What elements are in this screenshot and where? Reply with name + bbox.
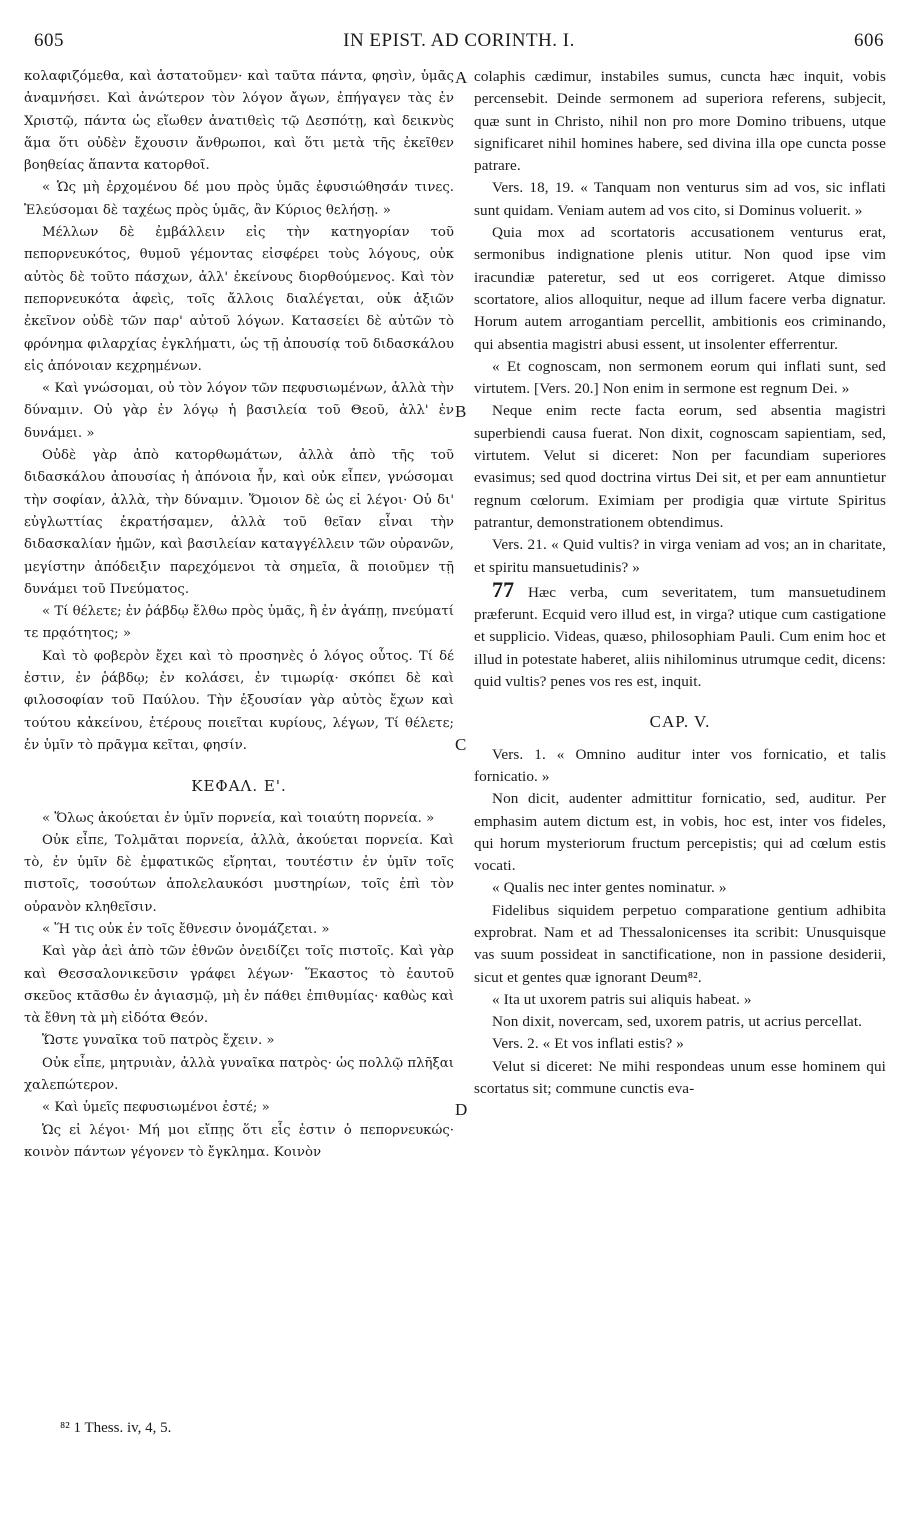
greek-paragraph: Καὶ τὸ φοβερὸν ἔχει καὶ τὸ προσηνὲς ὁ λόγος οὗτος. Τί δέ ἐστιν, ἐν ῥάβδῳ; ἐν κολάσει, ἐν τιμωρίᾳ· σκόπει δὲ καὶ φιλοσοφίαν τοῦ Παύλου. Τὴν ἐξουσίαν γὰρ αὐτὸς ἔχων καὶ τούτου κἀκείνου, ἑτέρους ποιεῖται κυρίους, λέγων, Τί θέλετε; ἐν ὑμῖν τὸ πρᾶγμα κεῖται, φησίν. xyxy=(24,648,454,753)
page-number-right: 606 xyxy=(854,30,884,51)
margin-marker-d: D xyxy=(455,1100,468,1119)
greek-scripture-quote: « Τί θέλετε; ἐν ῥάβδῳ ἔλθω πρὸς ὑμᾶς, ἢ ἐν ἀγάπῃ, πνεύματί τε πρᾳότητος; » xyxy=(24,604,455,642)
latin-verse: Vers. 1. « Omnino auditur inter vos fornicatio, et talis fornicatio. » xyxy=(474,745,886,785)
greek-paragraph: Οὐκ εἶπε, Τολμᾶται πορνεία, ἀλλὰ, ἀκούεται πορνεία. Καὶ τὸ, ἐν ὑμῖν δὲ ἐμφατικῶς εἴρηται, τουτέστιν ἐν ὑμῖν τοῖς πιστοῖς, τοσούτων ἀπολελαυκόσι μυστηρίων, τοῖς ἐπὶ τὸν οὐρανὸν κληθεῖσιν. xyxy=(24,832,454,915)
latin-paragraph: Non dicit, audenter admittitur fornicatio, sed, auditur. Per emphasim autem dictum est, in vobis, hoc est, inter vos fideles, qui horum mysteriorum fructum percepistis; qui ad cœlum estis vocati. xyxy=(474,790,886,875)
latin-paragraph: Quia mox ad scortatoris accusationem venturus erat, sermonibus indignatione plenis utitur. Non quod ipse vim iracundiæ pateretur, sed ut eos corrigeret. Atque dimisso scortatore, alios alloquitur, neque ad illum facere verba dignatur. Horum autem arrogantiam percellit, ambitionis eos criminando, qui absentia magistri abusi essent, ut insolenter efferrentur. xyxy=(474,224,886,353)
latin-paragraph: Non dixit, novercam, sed, uxorem patris, ut acrius percellat. xyxy=(492,1013,863,1031)
latin-paragraph: colaphis cædimur, instabiles sumus, cuncta hæc inquit, vobis percensebit. Deinde sermonem ad superiora referens, subjecit, quæ sunt in Christo, nihil non pro more Domino tribuens, utque significaret nihil homines habere, sed divina illa ope cuncta posse patrare. xyxy=(474,68,886,175)
greek-chapter-heading: ΚΕΦΑΛ. Ε'. xyxy=(191,777,287,796)
margin-marker-c: C xyxy=(455,735,467,754)
latin-verse: Vers. 21. « Quid vultis? in virga veniam ad vos; an in charitate, et spiritu mansuetudinis? » xyxy=(474,536,886,576)
latin-paragraph-text: Hæc verba, cum severitatem, tum mansuetudinem præferunt. Ecquid vero illud est, in virga? utique cum castigatione et supplicio. Videas, quæso, philosophiam Pauli. Cum enim hoc et illud in potestate haberet, aliis nihilominus utrumque cedit, dicens: quid vultis? penes vos res est, inquit. xyxy=(474,583,886,691)
greek-paragraph: Ὡς εἰ λέγοι· Μή μοι εἴπῃς ὅτι εἷς ἐστιν ὁ πεπορνευκώς· κοινὸν πάντων γέγονεν τὸ ἔγκλημα. Κοινὸν xyxy=(24,1122,454,1160)
latin-chapter-heading: CAP. V. xyxy=(649,712,711,732)
latin-verse: « Ita ut uxorem patris sui aliquis habeat. » xyxy=(492,990,752,1008)
greek-scripture-quote: « Ὅλως ἀκούεται ἐν ὑμῖν πορνεία, καὶ τοιαύτη πορνεία. » xyxy=(42,810,435,826)
latin-paragraph: Velut si diceret: Ne mihi respondeas unum esse hominem qui scortatus sit; commune cunctis eva- xyxy=(474,1057,886,1098)
greek-paragraph: Οὐκ εἶπε, μητρυιὰν, ἀλλὰ γυναῖκα πατρὸς· ὡς πολλῷ πλῆξαι χαλεπώτερον. xyxy=(24,1055,454,1094)
latin-verse: Vers. 2. « Et vos inflati estis? » xyxy=(492,1035,684,1053)
greek-paragraph: κολαφιζόμεθα, καὶ ἀστατοῦμεν· καὶ ταῦτα πάντα, φησὶν, ὑμᾶς ἀναμνήσει. Καὶ ἀνώτερον τὸν λόγον ἄγων, ἐπήγαγεν τὰς ἐν Χριστῷ, πάντα ὡς εἴωθεν ἀνατιθεὶς τῷ Δεσπότῃ, καὶ δεικνὺς ἅμα ὅτι οὐδὲν ἔχουσιν ἄνθρωποι, καὶ ὅτι μετὰ τῆς ἐκεῖθεν βοηθείας ἅπαντα κατορθοῖ. xyxy=(24,69,454,174)
greek-scripture-quote: Ὥστε γυναῖκα τοῦ πατρὸς ἔχειν. » xyxy=(42,1033,275,1049)
greek-scripture-quote: « Καὶ ὑμεῖς πεφυσιωμένοι ἐστέ; » xyxy=(42,1100,270,1116)
greek-paragraph: Μέλλων δὲ ἐμβάλλειν εἰς τὴν κατηγορίαν τοῦ πεπορνευκότος, θυμοῦ γέμοντας εἰσφέρει τοὺς λόγους, οὐκ αὐτὸς δὲ τοῦτο πάσχων, ἀλλ' ἐκείνους διορθούμενος. Καὶ τὸν πεπορνευκότα ἀφεὶς, τοῖς ἄλλοις διαλέγεται, οὐκ ἀξιῶν ἐκεῖνον οὐδὲ τῶν παρ' αὐτοῦ λόγων. Κατασείει δὲ αὐτῶν τὸ φρόνημα φιλαρχίας ἐγκλήματι, ὡς τῇ ἀπουσίᾳ τοῦ διδασκάλου εἰς ἀπόνοιαν κεχρημένων. xyxy=(24,225,454,374)
page-header xyxy=(34,30,884,60)
greek-column xyxy=(24,66,454,1164)
page-number-left: 605 xyxy=(34,30,64,51)
latin-verse: Vers. 18, 19. « Tanquam non venturus sim ad vos, sic inflati sunt quidam. Veniam autem ad vos cito, si Dominus voluerit. » xyxy=(474,179,886,219)
footnote: ⁸² 1 Thess. iv, 4, 5. xyxy=(60,1420,172,1436)
greek-scripture-quote: « Ὡς μὴ ἐρχομένου δέ μου πρὸς ὑμᾶς ἐφυσιώθησάν τινες. Ἐλεύσομαι δὲ ταχέως πρὸς ὑμᾶς, ἂν Κύριος θελήσῃ. » xyxy=(24,180,454,218)
greek-paragraph: Καὶ γὰρ ἀεὶ ἀπὸ τῶν ἐθνῶν ὀνειδίζει τοῖς πιστοῖς. Καὶ γὰρ καὶ Θεσσαλονικεῦσιν γράφει λέγων· Ἕκαστος τὸ ἑαυτοῦ σκεῦος κτᾶσθω ἐν ἁγιασμῷ, μὴ ἐν πάθει ἐπιθυμίας· καθὼς καὶ τὰ ἔθνη τὰ μὴ εἰδότα Θεόν. xyxy=(24,944,454,1027)
running-title: IN EPIST. AD CORINTH. I. xyxy=(343,30,575,51)
latin-paragraph-77 xyxy=(474,576,886,693)
greek-scripture-quote: « Ἥ τις οὐκ ἐν τοῖς ἔθνεσιν ὀνομάζεται. » xyxy=(42,921,330,937)
greek-paragraph: Οὐδὲ γὰρ ἀπὸ κατορθωμάτων, ἀλλὰ ἀπὸ τῆς τοῦ διδασκάλου ἀπουσίας ἡ ἀπόνοια ἦν, καὶ οὐκ εἶπεν, γνώσομαι τὴν σοφίαν, ἀλλὰ, τὴν δύναμιν. Ὅμοιον δὲ ὡς εἰ λέγοι· Οὐ δι' εὐγλωττίας ἐκρατήσαμεν, ἀλλὰ τοῦ θεῖαν εἶναι τὴν διδασκαλίαν ἡμῶν, καὶ βασιλείαν καταγγέλλειν τῶν οὐρανῶν, μεγίστην ἀπόδειξιν παρεχόμενοι τὰ σημεῖα, ἃ ποιοῦμεν τῇ δυνάμει τοῦ Πνεύματος. xyxy=(24,448,454,597)
margin-marker-b: B xyxy=(455,402,467,421)
latin-verse: « Qualis nec inter gentes nominatur. » xyxy=(492,879,727,897)
latin-column xyxy=(474,66,886,1100)
column-number-77: 77 xyxy=(492,576,515,602)
latin-verse: « Et cognoscam, non sermonem eorum qui inflati sunt, sed virtutem. [Vers. 20.] Non enim in sermone est regnum Dei. » xyxy=(474,357,886,398)
margin-marker-a: A xyxy=(455,68,468,87)
latin-paragraph: Fidelibus siquidem perpetuo comparatione gentium adhibita exprobrat. Nam et ad Thessalonicenses ita scribit: Unusquisque vas suum possideat in sanctificatione, non in passione desiderii, sicut et gentes quæ ignorant Deum⁸². xyxy=(474,901,886,986)
latin-paragraph: Neque enim recte facta eorum, sed absentia magistri superbiendi causa fuerat. Non dixit, cognoscam sapientiam, sed, virtutem. Velut si diceret: Non per facundiam superiores evasimus; sed quod doctrina virtus Dei sit, et per eam annuntietur regnum cœlorum. Eximiam per prodigia quæ virtute Spiritus patrantur, demonstrationem obtendimus. xyxy=(474,402,886,531)
greek-scripture-quote: « Καὶ γνώσομαι, οὐ τὸν λόγον τῶν πεφυσιωμένων, ἀλλὰ τὴν δύναμιν. Οὐ γὰρ ἐν λόγῳ ἡ βασιλεία τοῦ Θεοῦ, ἀλλ' ἐν δυνάμει. » xyxy=(24,381,454,441)
